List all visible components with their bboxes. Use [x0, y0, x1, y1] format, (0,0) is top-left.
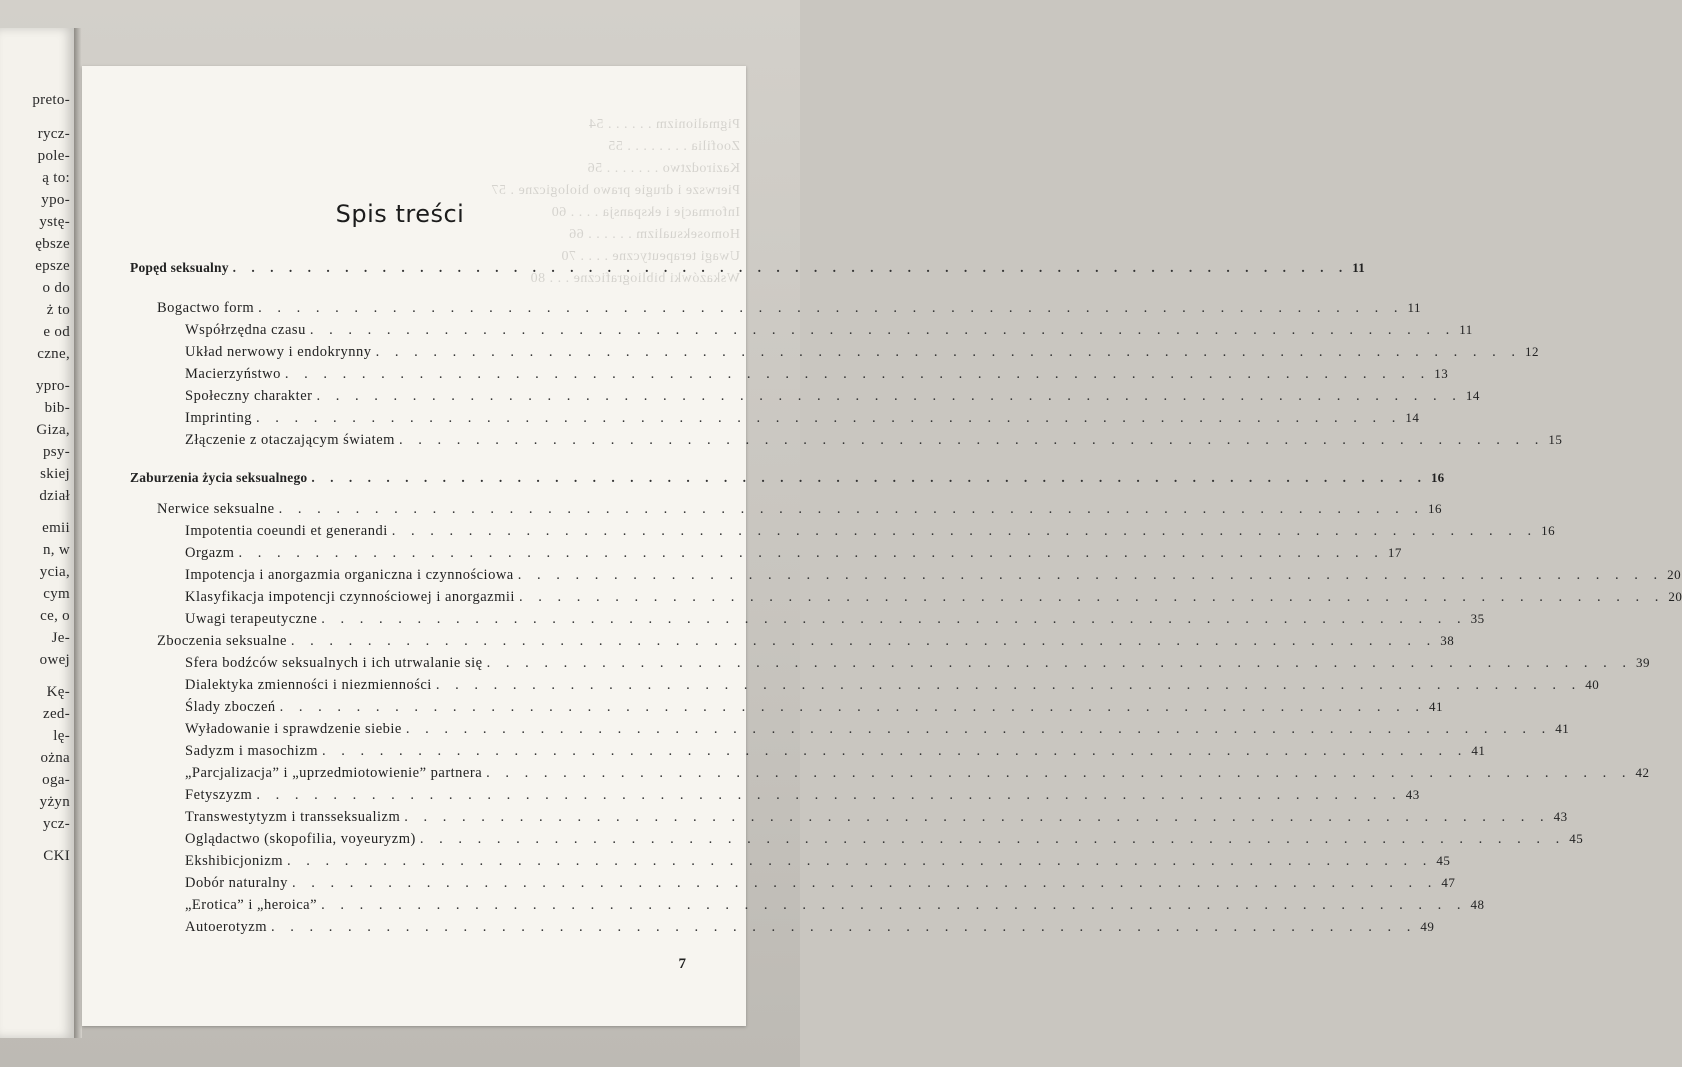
left-page-text: zed-: [42, 706, 70, 722]
toc-entry: [185, 567, 1682, 584]
toc-entry: [185, 611, 1485, 628]
toc-subsection: [157, 300, 1422, 317]
toc-page-number: 14: [1465, 388, 1480, 403]
dot-leader: . . . . . . . . . . . . . . . . . . . . . . . . . . . . . . . . . . . . . . . . . . . . . . . . . . . . . . . . . . . .: [291, 875, 1438, 891]
left-page-text: emii: [42, 520, 70, 536]
toc-label: Zboczenia seksualne: [157, 633, 287, 649]
left-page-text: epsze: [35, 258, 70, 274]
left-page-text: czne,: [37, 346, 70, 362]
left-page-text: ą to:: [42, 170, 70, 186]
page-title: Spis treści: [335, 200, 465, 228]
toc-label: Społeczny charakter: [185, 388, 313, 404]
toc-page-number: 48: [1470, 897, 1485, 912]
dot-leader: . . . . . . . . . . . . . . . . . . . . . . . . . . . . . . . . . . . . . . . . . . . . . . . . . . . . . . . . . . . .: [398, 432, 1545, 448]
toc-label: Klasyfikacja impotencji czynnościowej i anorgazmii: [185, 589, 515, 605]
toc-page-number: 20: [1668, 589, 1682, 604]
toc-page-number: 17: [1387, 545, 1402, 560]
toc-entry: [185, 787, 1420, 804]
dot-leader: . . . . . . . . . . . . . . . . . . . . . . . . . . . . . . . . . . . . . . . . . . . . . . . . . . . . . . . . . . . .: [284, 366, 1431, 382]
toc-label: Transwestytyzm i transseksualizm: [185, 809, 401, 825]
toc-section: [130, 260, 1365, 276]
toc-page-number: 14: [1405, 410, 1420, 425]
left-page-text: CKI: [43, 848, 70, 864]
toc-page-number: 16: [1541, 523, 1556, 538]
dot-leader: . . . . . . . . . . . . . . . . . . . . . . . . . . . . . . . . . . . . . . . . . . . . . . . . . . . . . . . . . . . .: [486, 765, 1632, 781]
toc-page-number: 43: [1553, 809, 1568, 824]
toc-page-number: 42: [1635, 765, 1650, 780]
toc-entry: [185, 721, 1570, 738]
toc-label: Zaburzenia życia seksualnego: [130, 470, 308, 485]
toc-label: Złączenie z otaczającym światem: [185, 432, 395, 448]
toc-entry: [185, 831, 1584, 848]
dot-leader: . . . . . . . . . . . . . . . . . . . . . . . . . . . . . . . . . . . . . . . . . . . . . . . . . . . . . . . . . . . .: [321, 611, 1467, 627]
left-page-text: ożna: [40, 750, 70, 766]
toc-label: Ekshibicjonizm: [185, 853, 284, 869]
dot-leader: . . . . . . . . . . . . . . . . . . . . . . . . . . . . . . . . . . . . . . . . . . . . . . . . . . . . . . . . . . . .: [256, 410, 1402, 426]
dot-leader: . . . . . . . . . . . . . . . . . . . . . . . . . . . . . . . . . . . . . . . . . . . . . . . . . . . . . . . . . . . .: [517, 567, 1664, 583]
toc-label: Dobór naturalny: [185, 875, 288, 891]
toc-page-number: 41: [1555, 721, 1570, 736]
toc-label: Współrzędna czasu: [185, 322, 306, 338]
page-number: 7: [678, 956, 686, 972]
left-page-text: e od: [43, 324, 70, 340]
dot-leader: . . . . . . . . . . . . . . . . . . . . . . . . . . . . . . . . . . . . . . . . . . . . . . . . . . . . . . . . . . . .: [321, 897, 1467, 913]
dot-leader: . . . . . . . . . . . . . . . . . . . . . . . . . . . . . . . . . . . . . . . . . . . . . . . . . . . . . . . . . . . .: [309, 322, 1456, 338]
dot-leader: . . . . . . . . . . . . . . . . . . . . . . . . . . . . . . . . . . . . . . . . . . . . . . . . . . . . . . . . . . . .: [391, 523, 1538, 539]
left-page-text: skiej: [40, 466, 70, 482]
left-page-text: preto-: [32, 92, 70, 108]
left-page-text: owej: [39, 652, 70, 668]
toc-label: Popęd seksualny: [130, 260, 229, 275]
toc-page-number: 38: [1440, 633, 1455, 648]
toc-entry: [185, 677, 1600, 694]
toc-section: [130, 470, 1445, 486]
toc-entry: [185, 655, 1650, 672]
show-through-text: Pigmalionizm . . . . . . 54 Zoofilia . . . . . . . . 55 Kazirodztwo . . . . . . . 56 Pierwsze i drugie prawo biologiczne . 57 Informacje i ekspansja . . . . 60 Homoseksualizm . . . . . . 66 Uwagi terapeutyczne . . . . 70 Wskazówki bibliograficzne . . . 80: [491, 117, 740, 286]
dot-leader: . . . . . . . . . . . . . . . . . . . . . . . . . . . . . . . . . . . . . . . . . . . . . . . . . . . . . . . . . . . .: [258, 300, 1404, 316]
toc-label: Autoerotyzm: [185, 919, 268, 935]
left-page-text: yżyn: [39, 794, 70, 810]
dot-leader: . . . . . . . . . . . . . . . . . . . . . . . . . . . . . . . . . . . . . . . . . . . . . . . . . . . . . . . . . . . .: [435, 677, 1582, 693]
left-page-text: Kę-: [46, 684, 70, 700]
dot-leader: . . . . . . . . . . . . . . . . . . . . . . . . . . . . . . . . . . . . . . . . . . . . . . . . . . . . . . . . . . . .: [404, 809, 1550, 825]
toc-page-number: 43: [1405, 787, 1420, 802]
toc-entry: [185, 589, 1682, 606]
toc-label: Impotencja i anorgazmia organiczna i czynnościowa: [185, 567, 514, 583]
dot-leader: . . . . . . . . . . . . . . . . . . . . . . . . . . . . . . . . . . . . . . . . . . . . . . . . . . . . . . . . . . . .: [279, 699, 1426, 715]
toc-page-number: 41: [1429, 699, 1444, 714]
toc-label: Układ nerwowy i endokrynny: [185, 344, 372, 360]
toc-entry: [185, 765, 1650, 782]
dot-leader: . . . . . . . . . . . . . . . . . . . . . . . . . . . . . . . . . . . . . . . . . . . . . . . . . . . . . . . . . . . .: [287, 853, 1433, 869]
left-page-text: Je-: [51, 630, 70, 646]
toc-entry: [185, 743, 1486, 760]
toc-page-number: 45: [1569, 831, 1584, 846]
toc-page-number: 16: [1427, 501, 1442, 516]
toc-entry: [185, 809, 1568, 826]
toc-page-number: 49: [1420, 919, 1435, 934]
toc-label: Oglądactwo (skopofilia, voyeuryzm): [185, 831, 416, 847]
dot-leader: . . . . . . . . . . . . . . . . . . . . . . . . . . . . . . . . . . . . . . . . . . . . . . . . . . . . . . . . . . . .: [238, 545, 1384, 561]
toc-label: Macierzyństwo: [185, 366, 281, 382]
dot-leader: . . . . . . . . . . . . . . . . . . . . . . . . . . . . . . . . . . . . . . . . . . . . . . . . . . . . . . . . . . . .: [290, 633, 1437, 649]
toc-page-number: 41: [1471, 743, 1486, 758]
toc-entry: [185, 919, 1435, 936]
toc-entry: [185, 344, 1539, 361]
toc-label: Orgazm: [185, 545, 235, 561]
dot-leader: . . . . . . . . . . . . . . . . . . . . . . . . . . . . . . . . . . . . . . . . . . . . . . . . . . . . . . . . . . . .: [256, 787, 1402, 803]
left-page-text: ycia,: [39, 564, 70, 580]
left-page-text: cym: [43, 586, 70, 602]
toc-page-number: 13: [1434, 366, 1449, 381]
toc-page-number: 39: [1635, 655, 1650, 670]
toc-entry: [185, 545, 1402, 562]
toc-label: „Parcjalizacja” i „uprzedmiotowienie” partnera: [185, 765, 483, 781]
toc-page-number: 11: [1459, 322, 1473, 337]
left-page-text: o do: [42, 280, 70, 296]
toc-label: Dialektyka zmienności i niezmienności: [185, 677, 432, 693]
left-page-text: dział: [39, 488, 70, 504]
toc-label: Fetyszyzm: [185, 787, 253, 803]
left-page-text: ębsze: [35, 236, 70, 252]
toc-label: Uwagi terapeutyczne: [185, 611, 318, 627]
left-page-text: ypo-: [41, 192, 70, 208]
left-page-text: ż to: [46, 302, 70, 318]
toc-entry: [185, 410, 1420, 427]
toc-page-number: 11: [1352, 260, 1365, 275]
toc-label: Ślady zboczeń: [185, 699, 276, 715]
left-page-text: ycz-: [42, 816, 70, 832]
toc-entry: [185, 523, 1556, 540]
toc-page-number: 15: [1548, 432, 1563, 447]
dot-leader: . . . . . . . . . . . . . . . . . . . . . . . . . . . . . . . . . . . . . . . . . . . . . . . . . . . . . . . . . . . .: [419, 831, 1566, 847]
toc-page-number: 11: [1407, 300, 1422, 315]
left-page-text: n, w: [42, 542, 70, 558]
dot-leader: . . . . . . . . . . . . . . . . . . . . . . . . . . . . . . . . . . . . . . . . . . . . . . . . . . . . . . . . . . . .: [316, 388, 1462, 404]
toc-page-number: 45: [1436, 853, 1451, 868]
left-page-text: ypro-: [36, 378, 70, 394]
left-page-text: oga-: [42, 772, 70, 788]
left-page-text: Giza,: [36, 422, 70, 438]
toc-label: Imprinting: [185, 410, 253, 426]
toc-page-number: 16: [1430, 470, 1445, 485]
left-page-text: psy-: [42, 444, 70, 460]
toc-entry: [185, 853, 1451, 870]
toc-subsection: [157, 633, 1455, 650]
toc-label: Sfera bodźców seksualnych i ich utrwalanie się: [185, 655, 483, 671]
toc-entry: [185, 388, 1480, 405]
toc-subsection: [157, 501, 1442, 518]
toc-label: Nerwice seksualne: [157, 501, 275, 517]
dot-leader: . . . . . . . . . . . . . . . . . . . . . . . . . . . . . . . . . . . . . . . . . . . . . . . . . . . . . . . . . . . .: [518, 589, 1665, 605]
toc-page-number: 20: [1667, 567, 1682, 582]
toc-entry: [185, 897, 1485, 914]
left-page-text: ce, o: [40, 608, 70, 624]
toc-entry: [185, 432, 1563, 449]
toc-entry: [185, 699, 1444, 716]
toc-page-number: 47: [1441, 875, 1456, 890]
dot-leader: . . . . . . . . . . . . . . . . . . . . . . . . . . . . . . . . . . . . . . . . . . . . . . . . . . . . . . . . . . . .: [232, 260, 1349, 275]
left-page-text: pole-: [37, 148, 70, 164]
dot-leader: . . . . . . . . . . . . . . . . . . . . . . . . . . . . . . . . . . . . . . . . . . . . . . . . . . . . . . . . . . . .: [311, 470, 1427, 485]
toc-label: Sadyzm i masochizm: [185, 743, 319, 759]
toc-page-number: 40: [1585, 677, 1600, 692]
toc-page-number: 35: [1470, 611, 1485, 626]
dot-leader: . . . . . . . . . . . . . . . . . . . . . . . . . . . . . . . . . . . . . . . . . . . . . . . . . . . . . . . . . . . .: [375, 344, 1521, 360]
toc-entry: [185, 366, 1449, 383]
toc-label: Bogactwo form: [157, 300, 255, 316]
left-page-text: ystę-: [39, 214, 70, 230]
dot-leader: . . . . . . . . . . . . . . . . . . . . . . . . . . . . . . . . . . . . . . . . . . . . . . . . . . . . . . . . . . . .: [405, 721, 1552, 737]
dot-leader: . . . . . . . . . . . . . . . . . . . . . . . . . . . . . . . . . . . . . . . . . . . . . . . . . . . . . . . . . . . .: [271, 919, 1417, 935]
toc-entry: [185, 875, 1456, 892]
toc-label: „Erotica” i „heroica”: [185, 897, 318, 913]
toc-entry: [185, 322, 1473, 339]
dot-leader: . . . . . . . . . . . . . . . . . . . . . . . . . . . . . . . . . . . . . . . . . . . . . . . . . . . . . . . . . . . .: [486, 655, 1632, 671]
dot-leader: . . . . . . . . . . . . . . . . . . . . . . . . . . . . . . . . . . . . . . . . . . . . . . . . . . . . . . . . . . . .: [322, 743, 1468, 759]
toc-label: Impotentia coeundi et generandi: [185, 523, 388, 539]
dot-leader: . . . . . . . . . . . . . . . . . . . . . . . . . . . . . . . . . . . . . . . . . . . . . . . . . . . . . . . . . . . .: [278, 501, 1424, 517]
left-page-text: lę-: [53, 728, 70, 744]
toc-label: Wyładowanie i sprawdzenie siebie: [185, 721, 402, 737]
left-page-text: rycz-: [37, 126, 70, 142]
toc-page-number: 12: [1524, 344, 1539, 359]
left-page-text: bib-: [44, 400, 70, 416]
